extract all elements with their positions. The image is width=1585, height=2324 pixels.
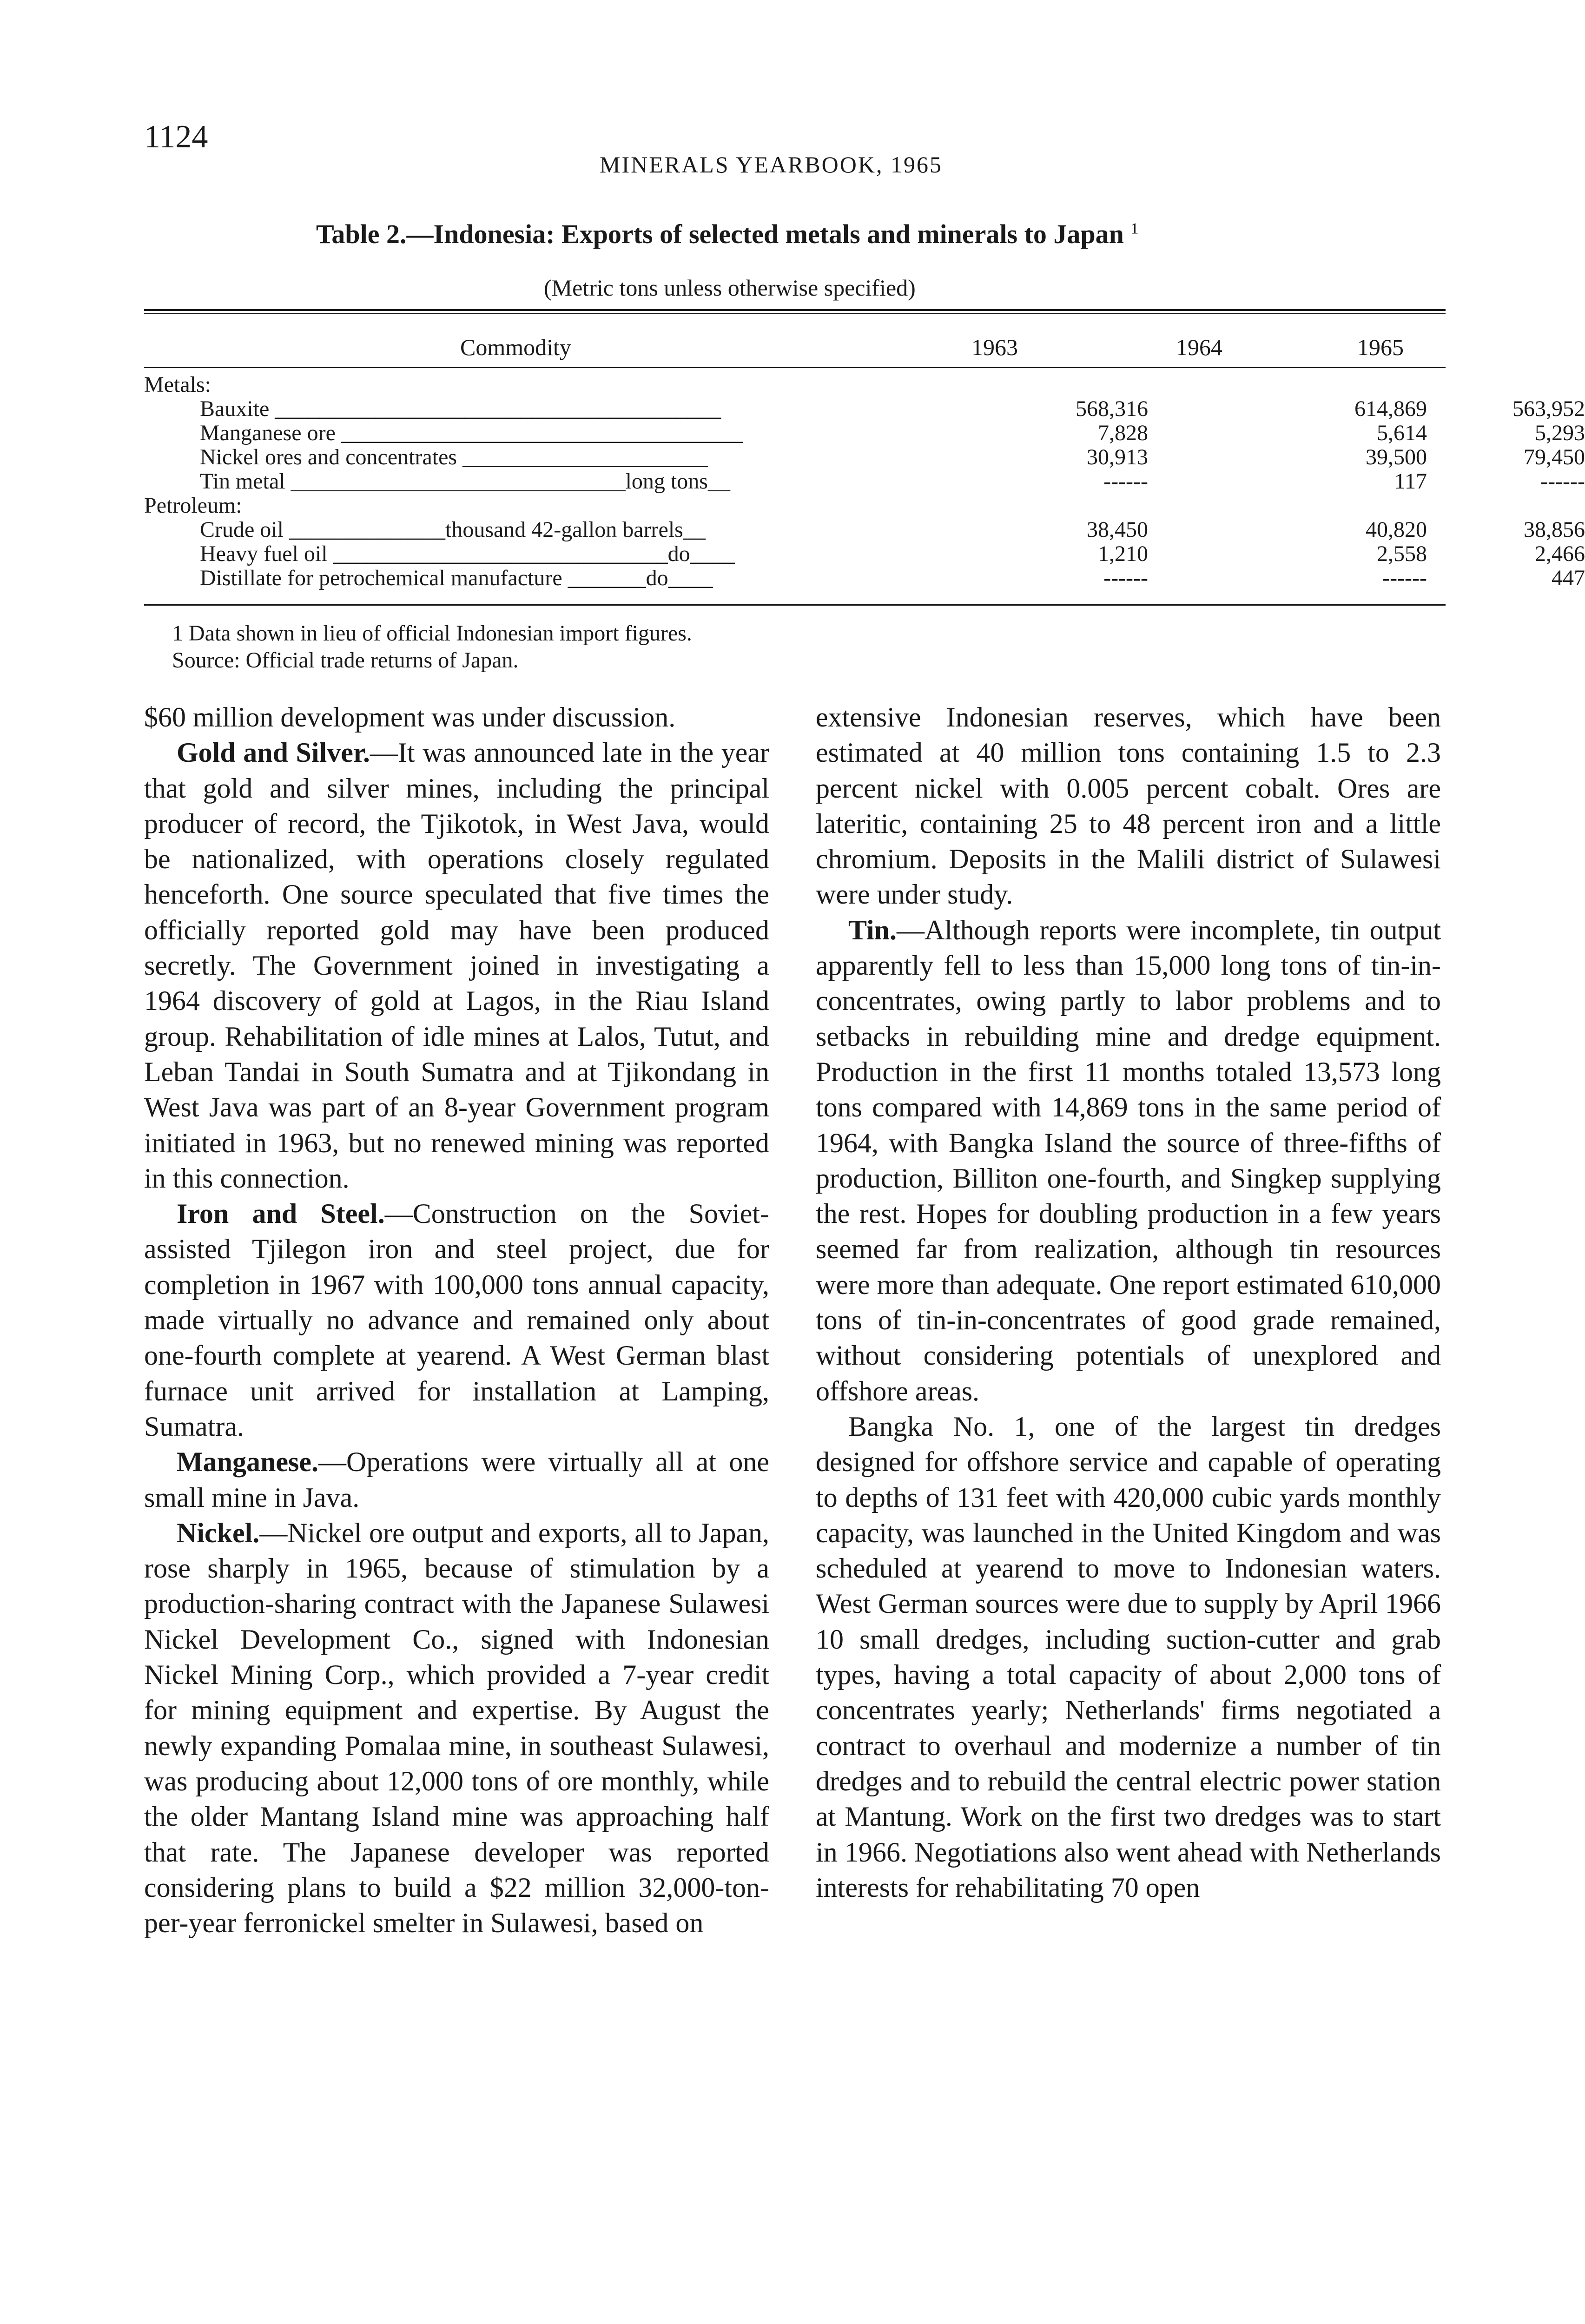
right-text-column: [816, 700, 1441, 1905]
section-heading: Iron and Steel.: [177, 1198, 385, 1229]
cell-1965: 563,952: [1512, 396, 1585, 421]
table-row: [144, 372, 1446, 398]
section-tin: [816, 912, 1441, 1409]
left-text-column: [144, 700, 769, 1941]
section-nickel: [144, 1515, 769, 1941]
paragraph-text: —Operations were virtually all at one small mine in Java.: [144, 1446, 769, 1513]
table-title-text: Table 2.—Indonesia: Exports of selected metals and minerals to Japan: [316, 219, 1124, 249]
paragraph-text: Bangka No. 1, one of the largest tin dredges designed for offshore service and capable of operating to depths of 131 feet with 420,000 cubic yards monthly capacity, was launched in the United Kingdom and was scheduled at yearend to move to Indonesian waters. West German sources were due to supply by April 1966 10 small dredges, including suction-cutter and grab types, having a total capacity of about 2,000 tons of concentrates yearly; Netherlands' firms negotiated a contract to overhaul and modernize a number of tin dredges and to rebuild the central electric power station at Mantung. Work on the first two dredges was to start in 1966. Negotiations also went ahead with Netherlands interests for rehabilitating 70 open: [816, 1411, 1441, 1903]
table-footnote: 1 Data shown in lieu of official Indonesian import figures.: [172, 621, 692, 646]
row-label: Distillate for petrochemical manufacture _______do____: [200, 566, 713, 590]
section-manganese: [144, 1444, 769, 1515]
cell-1965: 5,293: [1535, 421, 1585, 445]
cell-1963: ------: [1103, 566, 1148, 590]
section-heading: Manganese.: [177, 1446, 318, 1478]
table-header-rule: [144, 367, 1446, 368]
row-label: Nickel ores and concentrates ______________________: [200, 445, 708, 469]
table-bottom-rule: [144, 604, 1446, 606]
table-row: [144, 469, 1585, 495]
section-heading: Nickel.: [177, 1517, 260, 1548]
cell-1964: 614,869: [1354, 396, 1427, 421]
table-source-note: Source: Official trade returns of Japan.: [172, 648, 519, 673]
cell-1963: 1,210: [1098, 541, 1148, 566]
section-heading: Gold and Silver.: [177, 737, 370, 768]
cell-1965: 2,466: [1535, 541, 1585, 566]
cell-1965: 447: [1552, 566, 1585, 590]
body-paragraph: [816, 700, 1441, 912]
row-label: Metals:: [144, 372, 211, 397]
cell-1963: 568,316: [1076, 396, 1148, 421]
row-label: Manganese ore ____________________________________: [200, 421, 743, 445]
cell-1964: 5,614: [1377, 421, 1427, 445]
cell-1965: 38,856: [1524, 517, 1585, 542]
table-subtitle: (Metric tons unless otherwise specified): [544, 275, 916, 301]
cell-1964: 2,558: [1377, 541, 1427, 566]
row-label: Crude oil ______________thousand 42-gallon barrels__: [200, 517, 706, 542]
paragraph-text: —Construction on the Soviet-assisted Tjilegon iron and steel project, due for completion in 1967 with 100,000 tons annual capacity, made virtually no advance and remained only about one-fourth complete at yearend. A West German blast furnace unit arrived for installation at Lamping, Sumatra.: [144, 1198, 769, 1442]
paragraph-text: $60 million development was under discussion.: [144, 702, 676, 733]
paragraph-text: —Nickel ore output and exports, all to Japan, rose sharply in 1965, because of stimulation by a production-sharing contract with the Japanese Sulawesi Nickel Development Co., signed with Indonesian Nickel Mining Corp., which provided a 7-year credit for mining equipment and expertise. By August the newly expanding Pomalaa mine, in southeast Sulawesi, was producing about 12,000 tons of ore monthly, while the older Mantang Island mine was approaching half that rate. The Japanese developer was reported considering plans to build a $22 million 32,000-ton-per-year ferronickel smelter in Sulawesi, based on: [144, 1517, 769, 1939]
table-title: [316, 218, 1138, 250]
paragraph-text: —Although reports were incomplete, tin output apparently fell to less than 15,000 long tons of tin-in-concentrates, owing partly to labor problems and to setbacks in rebuilding mine and dredge equipment. Production in the first 11 months totaled 13,573 long tons compared with 14,869 tons in the same period of 1964, with Bangka Island the source of three-fifths of production, Billiton one-fourth, and Singkep supplying the rest. Hopes for doubling production in a few years seemed far from realization, although tin resources were more than adequate. One report estimated 610,000 tons of tin-in-concentrates of good grade remained, without considering potentials of unexplored and offshore areas.: [816, 914, 1441, 1406]
cell-1963: 38,450: [1087, 517, 1148, 542]
table-title-note-ref: 1: [1130, 220, 1139, 238]
cell-1965: ------: [1540, 469, 1585, 494]
column-header-1965: 1965: [1357, 334, 1404, 360]
body-paragraph: [816, 1409, 1441, 1905]
row-label: Tin metal ______________________________long tons__: [200, 469, 730, 494]
cell-1965: 79,450: [1524, 445, 1585, 469]
table-row: [144, 565, 1585, 591]
section-heading: Tin.: [848, 914, 897, 945]
table-row: [144, 396, 1585, 422]
body-paragraph: [144, 700, 769, 735]
table-top-rule: [144, 309, 1446, 311]
paragraph-text: extensive Indonesian reserves, which have been estimated at 40 million tons containing 1.5 to 2.3 percent nickel with 0.005 percent cobalt. Ores are lateritic, containing 25 to 48 percent iron and a little chromium. Deposits in the Malili district of Sulawesi were under study.: [816, 702, 1441, 910]
cell-1964: ------: [1382, 566, 1427, 590]
paragraph-text: —It was announced late in the year that gold and silver mines, including the principal producer of record, the Tjikotok, in West Java, would be nationalized, with operations closely regulated henceforth. One source speculated that five times the officially reported gold may have been produced secretly. The Government joined in investigating a 1964 discovery of gold at Lagos, in the Riau Island group. Rehabilitation of idle mines at Lalos, Tutut, and Leban Tandai in South Sumatra and at Tjikondang in West Java was part of an 8-year Government program initiated in 1963, but no renewed mining was reported in this connection.: [144, 737, 769, 1194]
column-header-1963: 1963: [971, 334, 1018, 360]
cell-1964: 40,820: [1366, 517, 1427, 542]
cell-1964: 39,500: [1366, 445, 1427, 469]
section-gold-and-silver: [144, 735, 769, 1196]
table-row: [144, 493, 1446, 519]
running-title: MINERALS YEARBOOK, 1965: [600, 152, 943, 178]
section-iron-and-steel: [144, 1196, 769, 1444]
table-row: [144, 444, 1585, 470]
column-header-commodity: Commodity: [460, 334, 571, 360]
table-row: [144, 517, 1585, 543]
cell-1964: 117: [1394, 469, 1427, 494]
table-row: [144, 541, 1585, 567]
cell-1963: ------: [1103, 469, 1148, 494]
table-row: [144, 420, 1585, 446]
page-number: 1124: [144, 119, 208, 155]
cell-1963: 7,828: [1098, 421, 1148, 445]
cell-1963: 30,913: [1087, 445, 1148, 469]
row-label: Bauxite ________________________________________: [200, 396, 721, 421]
row-label: Petroleum:: [144, 493, 242, 518]
row-label: Heavy fuel oil ______________________________do____: [200, 541, 735, 566]
table-top-rule-inner: [144, 313, 1446, 314]
column-header-1964: 1964: [1176, 334, 1222, 360]
